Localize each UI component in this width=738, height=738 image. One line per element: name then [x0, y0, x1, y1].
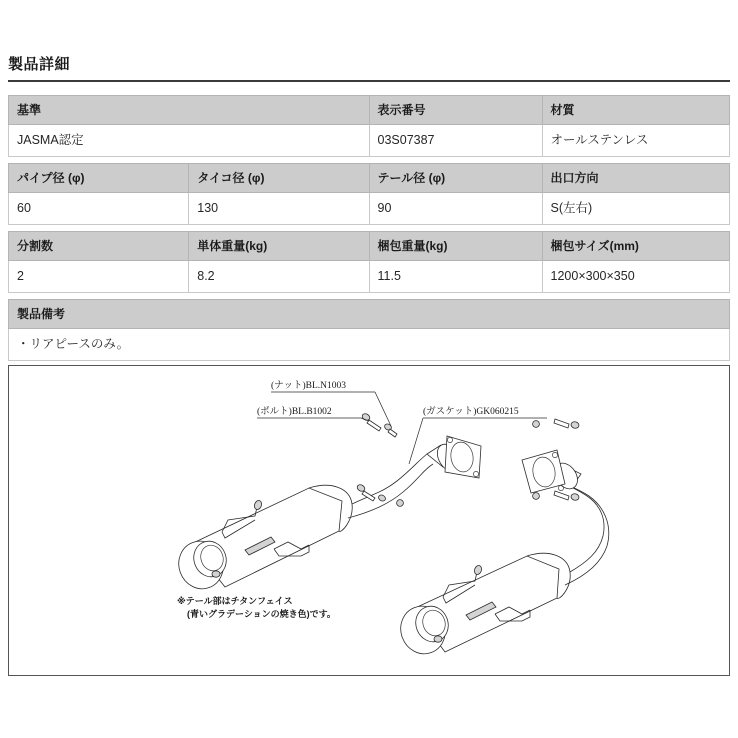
column-header-hyoji-bango: 表示番号 [369, 96, 542, 125]
right-muffler-assembly [394, 419, 609, 660]
product-diagram-panel [8, 365, 730, 676]
note-line-2: (青いグラデーションの焼き色)です。 [187, 609, 336, 619]
value-taiko-diameter: 130 [189, 193, 369, 225]
spec-table-weight [8, 231, 730, 293]
value-hyoji-bango: 03S07387 [369, 125, 542, 157]
callout-nut-label: (ナット)BL.N1003 [271, 381, 347, 391]
nut-c-left [377, 494, 386, 502]
title-divider [8, 80, 730, 82]
table-row [9, 164, 730, 193]
callout-bolt-label: (ボルト)BL.B1002 [257, 407, 332, 417]
callout-nut [271, 380, 391, 426]
value-pipe-diameter: 60 [9, 193, 189, 225]
bolt-set-upper-left [361, 412, 397, 437]
table-row [9, 232, 730, 261]
inlet-pipe-upper-left [352, 454, 427, 504]
bolt-set-lower-right [533, 491, 580, 501]
callout-nut-leader [375, 392, 391, 426]
bolt-set-upper-right [533, 419, 580, 429]
page-title-block [8, 56, 730, 82]
column-header-package-size: 梱包サイズ(mm) [542, 232, 729, 261]
column-header-tail-diameter: テール径 (φ) [369, 164, 542, 193]
value-kijun: JASMA認定 [9, 125, 370, 157]
value-tail-diameter: 90 [369, 193, 542, 225]
table-row [9, 329, 730, 361]
spec-table-dimensions [8, 163, 730, 225]
column-header-zaishitsu: 材質 [542, 96, 729, 125]
washer-lower-right [533, 493, 540, 500]
callout-gasket-leader [409, 418, 423, 464]
tail-badge-right [434, 636, 442, 642]
page-title: 製品詳細 [8, 56, 71, 73]
washer-left [397, 500, 404, 507]
table-row [9, 261, 730, 293]
hanger-rubber-right [473, 565, 483, 576]
exhaust-assembly-drawing [9, 366, 729, 675]
column-header-kijun: 基準 [9, 96, 370, 125]
bolt-head-e-right [570, 493, 579, 501]
washer-upper-right [533, 421, 540, 428]
value-outlet-direction: S(左右) [542, 193, 729, 225]
tail-badge-left [212, 571, 220, 577]
bolt-shank-e-right [554, 491, 569, 500]
table-row [9, 96, 730, 125]
value-zaishitsu: オールステンレス [542, 125, 729, 157]
value-remarks: ・リアピースのみ。 [9, 329, 730, 361]
callout-bolt [257, 406, 369, 421]
column-header-split-count: 分割数 [9, 232, 189, 261]
bolt-head-d-right [570, 421, 579, 429]
inlet-pipe-upper-right [557, 478, 604, 572]
column-header-remarks: 製品備考 [9, 300, 730, 329]
value-package-weight: 11.5 [369, 261, 542, 293]
table-row [9, 125, 730, 157]
spec-table-standard [8, 95, 730, 157]
bolt-shank-a-left [367, 420, 381, 431]
table-row [9, 193, 730, 225]
column-header-pipe-diameter: パイプ径 (φ) [9, 164, 189, 193]
column-header-package-weight: 梱包重量(kg) [369, 232, 542, 261]
note-line-1: ※テール部はチタンフェイス [177, 596, 293, 606]
flange-hole-br-right [558, 485, 563, 490]
spec-table-remarks [8, 299, 730, 361]
bolt-set-lower-left [356, 483, 403, 506]
column-header-unit-weight: 単体重量(kg) [189, 232, 369, 261]
value-split-count: 2 [9, 261, 189, 293]
value-package-size: 1200×300×350 [542, 261, 729, 293]
bolt-shank-d-right [554, 419, 569, 428]
column-header-outlet-direction: 出口方向 [542, 164, 729, 193]
callout-gasket-label: (ガスケット)GK060215 [423, 407, 519, 417]
bolt-shank-b-left [388, 429, 397, 437]
value-unit-weight: 8.2 [189, 261, 369, 293]
left-muffler-assembly [172, 412, 481, 595]
bolt-shank-c-left [362, 491, 375, 501]
column-header-taiko-diameter: タイコ径 (φ) [189, 164, 369, 193]
table-row [9, 300, 730, 329]
hanger-rubber-left [253, 500, 263, 511]
titanium-face-note [177, 595, 336, 619]
